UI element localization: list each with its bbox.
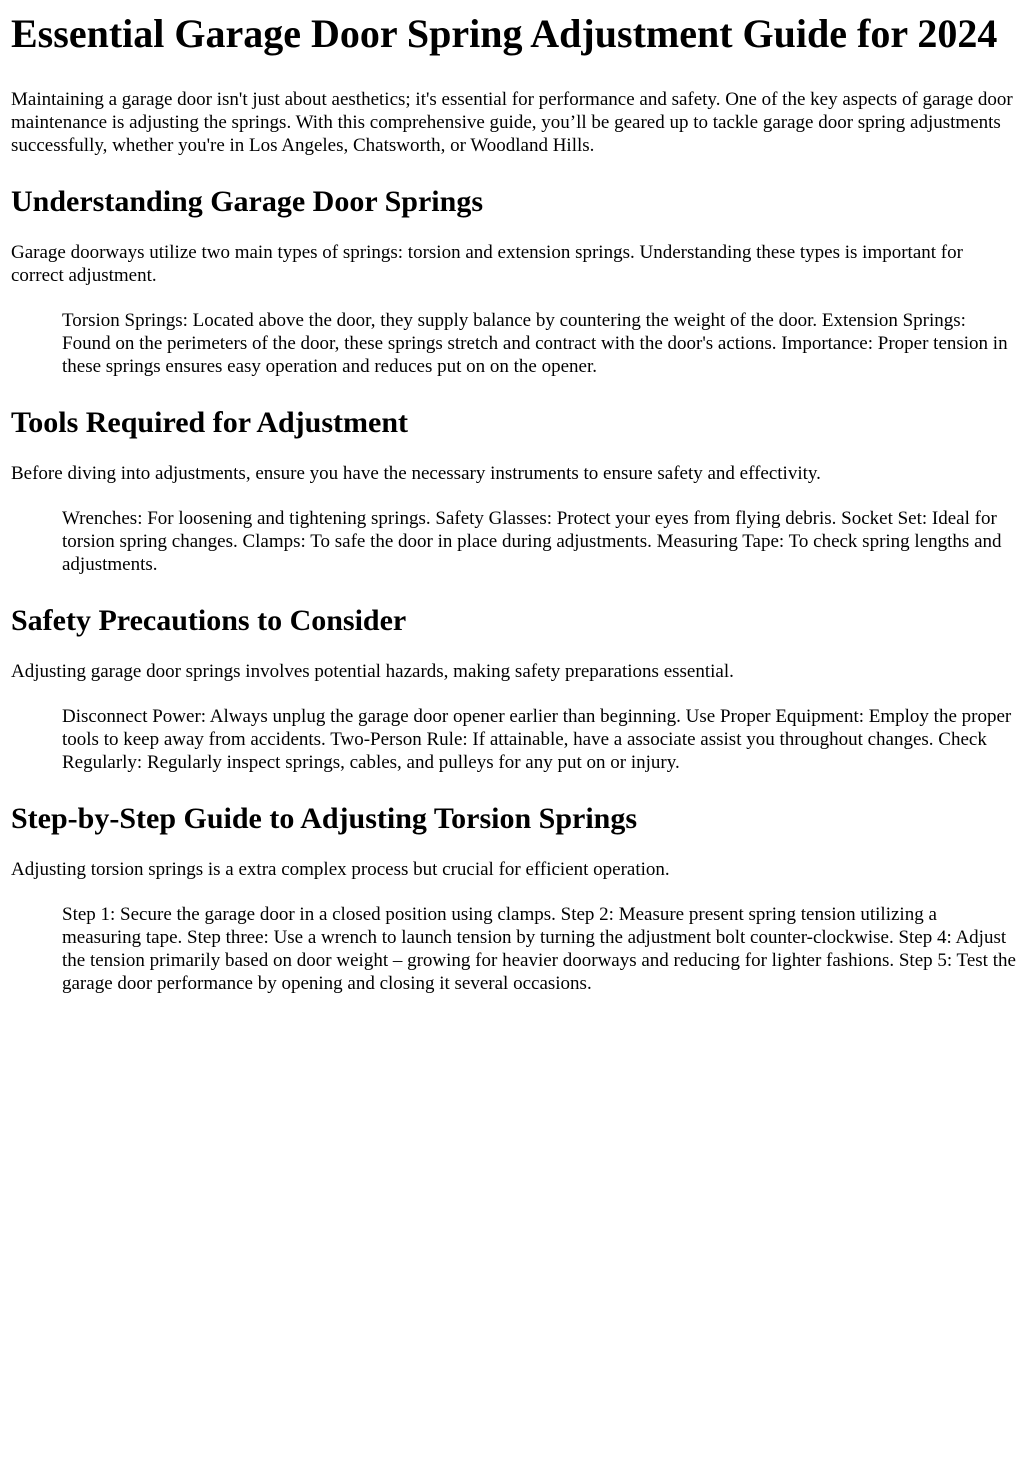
section-heading-step-by-step: Step-by-Step Guide to Adjusting Torsion Springs [11,802,638,835]
section-paragraph: Adjusting torsion springs is a extra complex process but crucial for efficient operation. [11,859,670,880]
section-paragraph: Adjusting garage door springs involves potential hazards, making safety preparations essential. [11,661,734,682]
section-heading-safety-precautions: Safety Precautions to Consider [11,604,407,637]
section-quote: Step 1: Secure the garage door in a closed position using clamps. Step 2: Measure present spring tension utilizing a measuring tape. Step three: Use a wrench to launch tension by turning the adjustment bolt counter-clockwise. Step 4: Adjust the tension primarily based on door weight – growing for heavier doorways and reducing for lighter fashions. Step 5: Test the garage door performance by opening and closing it several occasions. [62,904,1016,994]
section-heading-tools-required: Tools Required for Adjustment [11,406,409,439]
intro-paragraph: Maintaining a garage door isn't just about aesthetics; it's essential for performance and safety. One of the key aspects of garage door maintenance is adjusting the springs. With this comprehensive guide, you’ll be geared up to tackle garage door spring adjustments successfully, whether you're in Los Angeles, Chatsworth, or Woodland Hills. [11,89,1013,156]
article [0,11,1024,995]
page-title: Essential Garage Door Spring Adjustment Guide for 2024 [11,11,998,56]
section-paragraph: Before diving into adjustments, ensure you have the necessary instruments to ensure safety and effectivity. [11,463,821,484]
section-paragraph: Garage doorways utilize two main types of springs: torsion and extension springs. Understanding these types is important for correct adjustment. [11,242,963,286]
section-quote: Wrenches: For loosening and tightening springs. Safety Glasses: Protect your eyes from flying debris. Socket Set: Ideal for torsion spring changes. Clamps: To safe the door in place during adjustments. Measuring Tape: To check spring lengths and adjustments. [62,508,1002,575]
section-quote: Disconnect Power: Always unplug the garage door opener earlier than beginning. Use Proper Equipment: Employ the proper tools to keep away from accidents. Two-Person Rule: If attainable, have a associate assist you throughout changes. Check Regularly: Regularly inspect springs, cables, and pulleys for any put on or injury. [62,706,1012,773]
section-quote: Torsion Springs: Located above the door, they supply balance by countering the weight of the door. Extension Springs: Found on the perimeters of the door, these springs stretch and contract with the door's actions. Importance: Proper tension in these springs ensures easy operation and reduces put on on the opener. [62,310,1008,377]
section-heading-understanding-springs: Understanding Garage Door Springs [11,185,484,218]
